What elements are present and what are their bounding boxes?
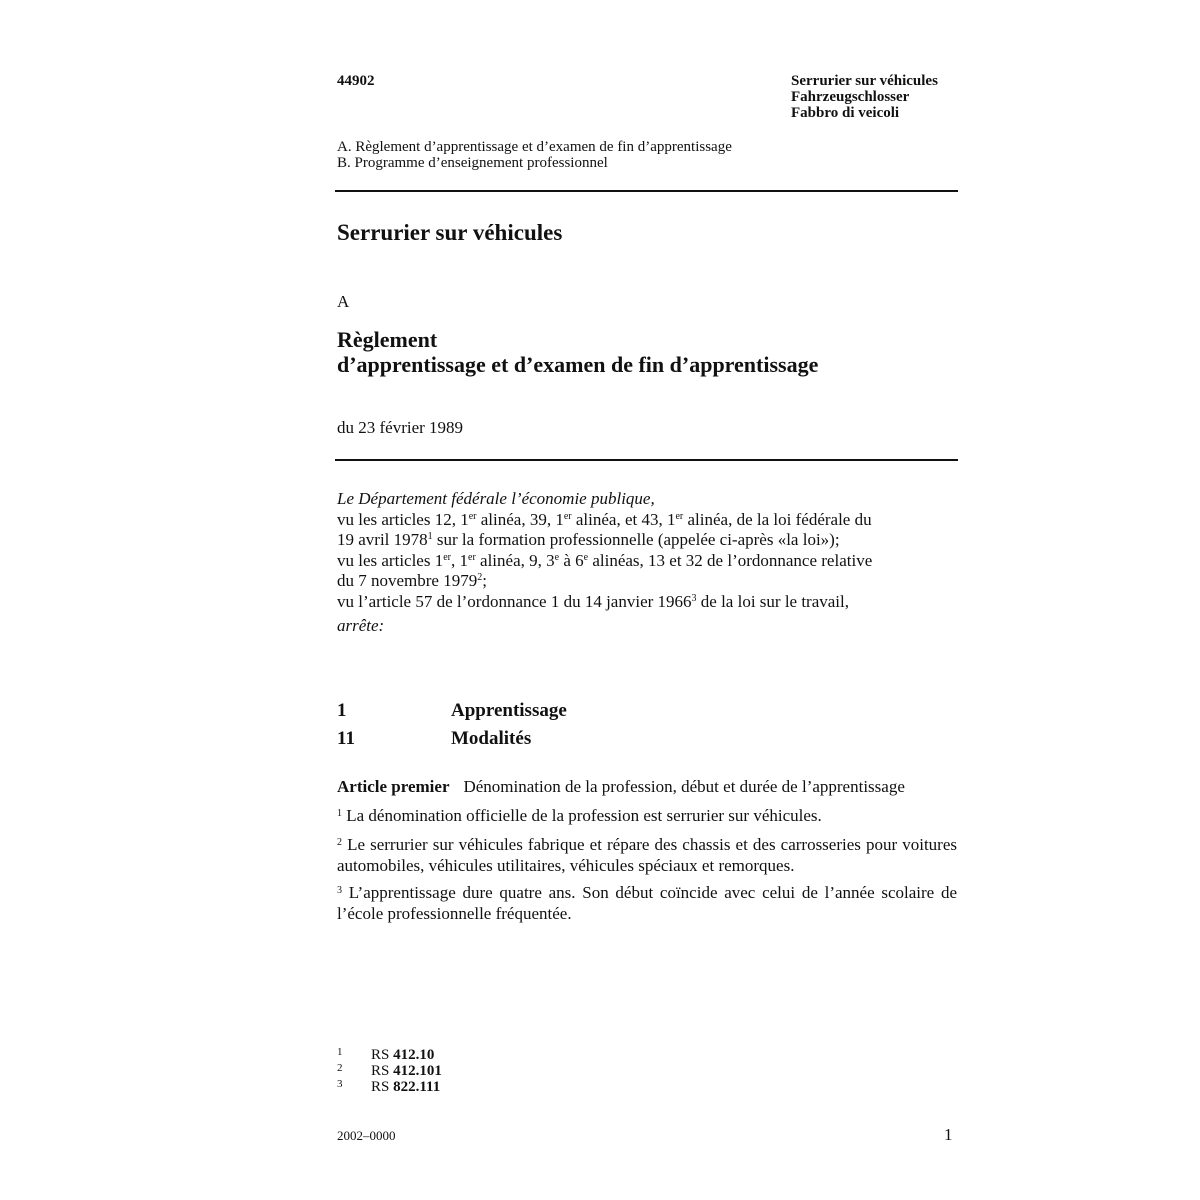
toc-item-a: A. Règlement d’apprentissage et d’examen de fin d’apprentissage <box>337 139 732 155</box>
preamble-line: 19 avril 1978$^1$ sur la formation professionnelle (appelée ci-après «la loi»); <box>337 530 840 549</box>
subsection-title: Modalités <box>451 728 532 749</box>
part-letter: A <box>337 292 350 311</box>
header-titles <box>791 73 938 121</box>
document-number: 44902 <box>337 73 375 89</box>
preamble-decision: arrête: <box>337 616 385 635</box>
article-paragraph: $^3$ L’apprentissage dure quatre ans. Son début coïncide avec celui de l’année scolaire de l’école professionnelle fréquentée. <box>337 883 957 923</box>
article-heading <box>337 777 905 797</box>
footer-code: 2002–0000 <box>337 1128 396 1143</box>
header-title-fr: Serrurier sur véhicules <box>791 73 938 89</box>
article-paragraph: $^1$ La dénomination officielle de la profession est serrurier sur véhicules. <box>337 806 822 825</box>
preamble <box>337 489 957 637</box>
regulation-title-line1: Règlement <box>337 327 438 352</box>
page-number: 1 <box>944 1125 953 1144</box>
article-title: Dénomination de la profession, début et durée de l’apprentissage <box>463 777 905 796</box>
footnote-ref: 2 <box>477 572 483 583</box>
table-of-contents <box>337 139 732 171</box>
paragraph-number: 1 <box>337 808 342 819</box>
header-title-it: Fabbro di veicoli <box>791 105 900 121</box>
paragraph-number: 2 <box>337 837 342 848</box>
footnote-ref: 1 <box>427 531 433 542</box>
footnote-ref: 3 <box>691 592 697 604</box>
preamble-authority: Le Département fédérale l’économie publique, <box>337 489 655 508</box>
paragraph-number: 3 <box>337 885 342 896</box>
preamble-line: vu l’article 57 de l’ordonnance 1 du 14 janvier 1966$^3$ de la loi sur le travail, <box>337 591 850 611</box>
preamble-line: vu les articles 1er, 1er alinéa, 9, 3e à 6e alinéas, 13 et 32 de l’ordonnance relative <box>337 550 873 570</box>
section-number: 1 <box>337 700 347 721</box>
toc-item-b: B. Programme d’enseignement professionnel <box>337 155 608 171</box>
section-title: Apprentissage <box>451 700 567 721</box>
article-paragraph: $^2$ Le serrurier sur véhicules fabrique et répare des chassis et des carrosseries pour voitures automobiles, véhicules utilitaires, véhicules spéciaux et remorques. <box>337 835 957 875</box>
document-title: Serrurier sur véhicules <box>337 220 563 245</box>
subsection-number: 11 <box>337 728 355 749</box>
header-title-de: Fahrzeugschlosser <box>791 89 910 105</box>
article-label: Article premier <box>337 777 450 796</box>
regulation-title-line2: d’apprentissage et d’examen de fin d’apprentissage <box>337 352 819 377</box>
regulation-date: du 23 février 1989 <box>337 418 464 437</box>
divider-top <box>335 190 958 192</box>
preamble-line: vu les articles 12, 1er alinéa, 39, 1er alinéa, et 43, 1er alinéa, de la loi fédérale du <box>337 509 872 529</box>
regulation-title <box>337 327 818 377</box>
preamble-line: du 7 novembre 1979$^2$; <box>337 571 487 590</box>
divider-bottom <box>335 459 958 461</box>
